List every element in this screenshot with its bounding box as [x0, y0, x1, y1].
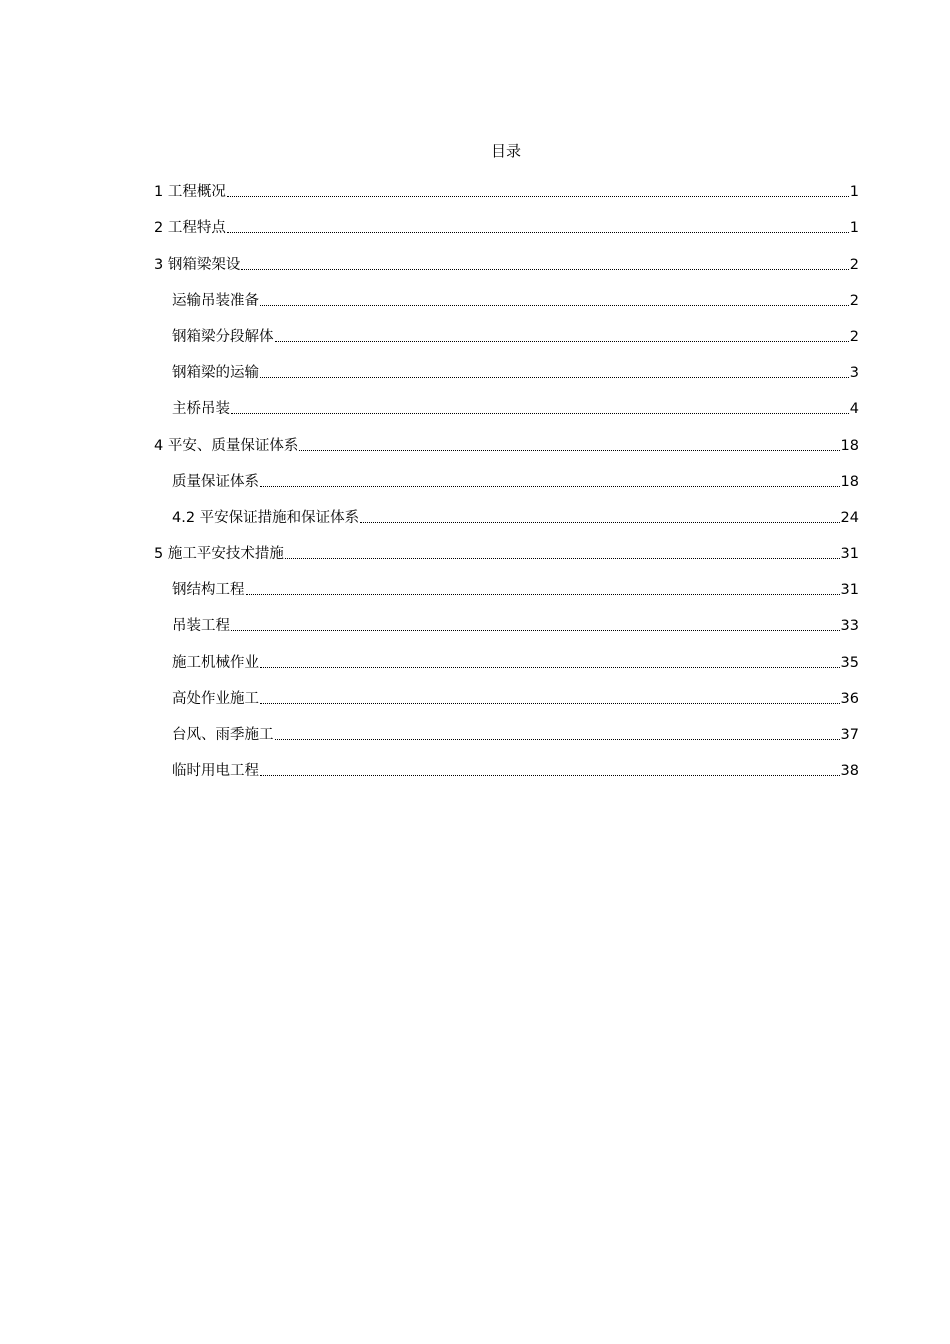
- toc-entry-page: 36: [840, 690, 859, 707]
- toc-dot-leader: [285, 558, 840, 559]
- toc-dot-leader: [227, 232, 849, 233]
- toc-entry-label: 5 施工平安技术措施: [154, 546, 284, 563]
- toc-entry[interactable]: [154, 355, 859, 391]
- toc-dot-leader: [260, 377, 849, 378]
- toc-dot-leader: [231, 413, 849, 414]
- toc-entry-label: 1 工程概况: [154, 184, 226, 201]
- toc-entry-page: 18: [840, 473, 859, 490]
- toc-entry[interactable]: [154, 717, 859, 753]
- toc-entry[interactable]: [154, 391, 859, 427]
- toc-entry-label: 临时用电工程: [172, 763, 259, 780]
- toc-dot-leader: [227, 196, 849, 197]
- toc-entry-label: 台风、雨季施工: [172, 727, 274, 743]
- toc-entry-label: 4.2 平安保证措施和保证体系: [172, 509, 360, 526]
- toc-entry[interactable]: [154, 427, 859, 463]
- toc-dot-leader: [241, 269, 848, 270]
- toc-entry-label: 主桥吊装: [172, 401, 230, 418]
- toc-entry-label: 吊装工程: [172, 618, 230, 635]
- toc-entry[interactable]: [154, 174, 859, 210]
- toc-entry-label: 钢箱梁的运输: [172, 365, 259, 382]
- toc-entry[interactable]: [154, 464, 859, 500]
- toc-entry-page: 3: [849, 365, 859, 382]
- toc-entry-page: 4: [849, 401, 859, 418]
- toc-entry-label: 3 钢箱梁架设: [154, 256, 241, 273]
- toc-entry[interactable]: [154, 644, 859, 680]
- toc-entry-label: 钢箱梁分段解体: [172, 328, 274, 345]
- toc-dot-leader: [260, 486, 840, 487]
- toc-entry[interactable]: [154, 319, 859, 355]
- toc-entry[interactable]: [154, 283, 859, 319]
- toc-dot-leader: [260, 305, 849, 306]
- toc-entry-page: 2: [849, 256, 859, 273]
- toc-dot-leader: [246, 594, 840, 595]
- toc-entry-page: 35: [840, 654, 859, 671]
- toc-entry-page: 24: [840, 509, 859, 526]
- toc-entry-page: 1: [849, 184, 859, 201]
- toc-entry[interactable]: [154, 536, 859, 572]
- toc-dot-leader: [275, 739, 840, 740]
- toc-dot-leader: [299, 450, 839, 451]
- toc-entry-label: 4 平安、质量保证体系: [154, 437, 299, 454]
- toc-entry[interactable]: [154, 246, 859, 282]
- toc-entry-page: 2: [849, 292, 859, 309]
- toc-entry-page: 1: [849, 220, 859, 237]
- toc-entry-page: 38: [840, 763, 859, 780]
- toc-dot-leader: [275, 341, 849, 342]
- toc-entry[interactable]: [154, 608, 859, 644]
- toc-entry-label: 施工机械作业: [172, 654, 259, 671]
- toc-entry-page: 2: [849, 328, 859, 345]
- toc-list: [154, 174, 859, 789]
- toc-entry-page: 31: [840, 582, 859, 599]
- toc-title: 目录: [490, 142, 521, 160]
- toc-dot-leader: [360, 522, 839, 523]
- toc-entry[interactable]: [154, 210, 859, 246]
- toc-dot-leader: [260, 775, 840, 776]
- toc-dot-leader: [260, 667, 840, 668]
- toc-dot-leader: [260, 703, 840, 704]
- toc-dot-leader: [231, 630, 840, 631]
- toc-entry-page: 37: [840, 727, 859, 743]
- toc-entry-label: 运输吊装准备: [172, 292, 259, 309]
- toc-entry-label: 质量保证体系: [172, 473, 259, 490]
- toc-entry-page: 33: [840, 618, 859, 635]
- toc-entry[interactable]: [154, 572, 859, 608]
- toc-entry-label: 2 工程特点: [154, 220, 226, 237]
- toc-entry-label: 钢结构工程: [172, 582, 245, 599]
- toc-entry[interactable]: [154, 681, 859, 717]
- toc-entry-page: 18: [840, 437, 859, 454]
- toc-entry-page: 31: [840, 546, 859, 563]
- toc-entry[interactable]: [154, 500, 859, 536]
- toc-entry[interactable]: [154, 753, 859, 789]
- toc-entry-label: 高处作业施工: [172, 690, 259, 707]
